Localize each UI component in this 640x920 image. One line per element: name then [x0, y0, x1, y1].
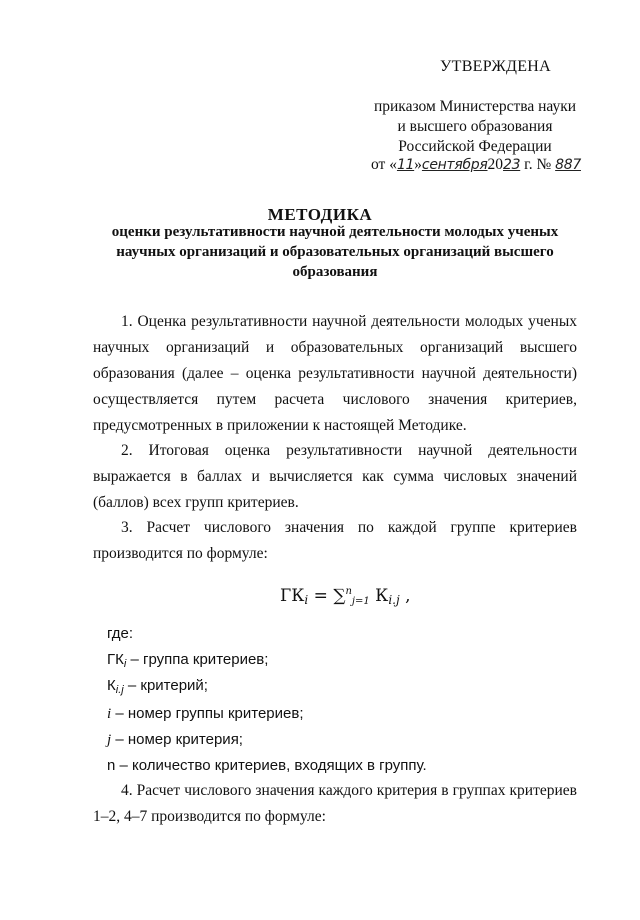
definitions-where: где: [107, 625, 134, 642]
def-symbol: j [107, 732, 112, 748]
def-text: – критерий; [123, 677, 208, 694]
order-issuer-line-1: приказом Министерства науки [373, 98, 577, 115]
definition-criterion [107, 677, 208, 696]
paragraph-3: 3. Расчет числового значения по каждой группе критериев производится по формуле: [93, 519, 577, 562]
document-subtitle: оценки результативности научной деятельности молодых ученых научных организаций и образовательных организаций высшего образования [111, 224, 559, 280]
def-text: – номер группы критериев; [111, 705, 304, 722]
date-year-prefix: 20 [487, 156, 504, 173]
definition-count: n – количество критериев, входящих в группу. [107, 757, 427, 774]
date-mid: » [414, 156, 422, 173]
formula-sum: = ∑ [308, 586, 346, 606]
date-prefix: от « [371, 156, 397, 173]
order-date-line [371, 156, 581, 174]
definition-group [107, 651, 268, 670]
paragraph-1: 1. Оценка результативности научной деятельности молодых ученых научных организаций и образовательных организаций высшего образования (далее – оценка результативности научной деятельности) осуществляется путем расчета числового значения критериев, предусмотренных в приложении к настоящей Методике. [93, 313, 577, 434]
formula-lhs-sub: i [304, 593, 309, 607]
order-issuer-line-2: и высшего образования [397, 118, 553, 135]
approval-stamp-title: УТВЕРЖДЕНА [440, 58, 552, 75]
def-text: – номер критерия; [111, 731, 243, 748]
date-month-handwritten: сентября [421, 157, 488, 173]
document-title: МЕТОДИКА [267, 205, 373, 224]
definition-criterion-number [107, 731, 243, 749]
def-symbol: К [107, 677, 116, 694]
formula-sum-sub: j=1 [351, 596, 370, 607]
def-symbol: ГК [107, 651, 124, 668]
formula-sum-sup: n [345, 586, 352, 597]
date-day-handwritten: 11 [396, 157, 415, 173]
formula-term: К [369, 586, 389, 606]
paragraph-2: 2. Итоговая оценка результативности научной деятельности выражается в баллах и вычисляется как сумма числовых значений (баллов) всех групп критериев. [93, 442, 577, 511]
formula-end: , [399, 586, 411, 606]
date-year-handwritten: 23 [503, 157, 521, 173]
paragraph-4: 4. Расчет числового значения каждого критерия в группах критериев 1–2, 4–7 производится по формуле: [93, 782, 577, 825]
def-text: – группа критериев; [126, 651, 269, 668]
def-symbol: i [107, 706, 112, 722]
formula-lhs: ГК [280, 586, 305, 606]
date-after: г. № [520, 156, 556, 173]
def-symbol-sub: i [123, 658, 127, 670]
group-criteria-formula [280, 586, 411, 607]
def-symbol-sub: i.j [115, 684, 124, 696]
order-number-handwritten: 887 [555, 157, 581, 173]
order-issuer-line-3: Российской Федерации [398, 138, 552, 155]
definition-group-number [107, 705, 304, 723]
formula-term-sub: i.j [388, 593, 400, 607]
